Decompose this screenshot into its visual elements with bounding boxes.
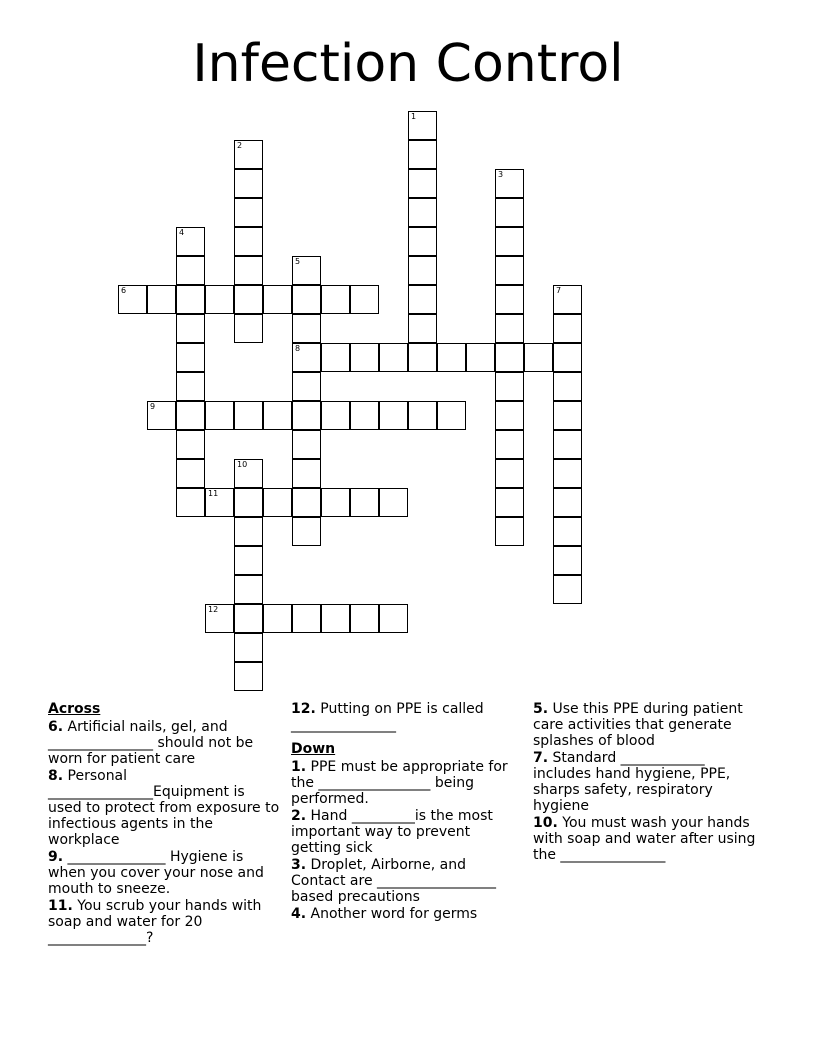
clue-down-4: 4. Another word for germs	[291, 906, 478, 922]
grid-cell[interactable]	[292, 488, 321, 517]
grid-cell[interactable]	[437, 343, 466, 372]
clue-number: 4	[179, 228, 185, 237]
grid-cell[interactable]	[234, 575, 263, 604]
grid-cell[interactable]	[379, 343, 408, 372]
grid-cell[interactable]	[408, 256, 437, 285]
grid-cell[interactable]	[350, 285, 379, 314]
grid-cell[interactable]	[292, 459, 321, 488]
grid-cell[interactable]	[234, 604, 263, 633]
grid-cell[interactable]	[234, 314, 263, 343]
grid-cell[interactable]	[292, 314, 321, 343]
grid-cell[interactable]	[495, 517, 524, 546]
grid-cell[interactable]	[321, 285, 350, 314]
grid-cell[interactable]	[205, 285, 234, 314]
grid-cell[interactable]	[495, 198, 524, 227]
grid-cell[interactable]	[292, 517, 321, 546]
grid-cell[interactable]	[379, 604, 408, 633]
grid-cell[interactable]	[553, 372, 582, 401]
clue-down-3: 3. Droplet, Airborne, and Contact are _________________ based precautions	[291, 857, 497, 905]
clue-across-9: 9. ______________ Hygiene is when you cover your nose and mouth to sneeze.	[48, 849, 264, 897]
grid-cell[interactable]	[553, 430, 582, 459]
grid-cell[interactable]	[321, 343, 350, 372]
clue-number: 3	[498, 170, 504, 179]
grid-cell[interactable]	[495, 343, 524, 372]
grid-cell[interactable]	[263, 604, 292, 633]
grid-cell[interactable]	[408, 111, 437, 140]
grid-cell[interactable]	[176, 488, 205, 517]
grid-cell[interactable]	[147, 401, 176, 430]
clues-column-1	[48, 701, 280, 947]
grid-cell[interactable]	[408, 140, 437, 169]
grid-cell[interactable]	[263, 401, 292, 430]
grid-cell[interactable]	[553, 488, 582, 517]
grid-cell[interactable]	[234, 401, 263, 430]
grid-cell[interactable]	[350, 401, 379, 430]
grid-cell[interactable]	[321, 604, 350, 633]
grid-cell[interactable]	[408, 198, 437, 227]
grid-cell[interactable]	[234, 517, 263, 546]
grid-cell[interactable]	[437, 401, 466, 430]
grid-cell[interactable]	[176, 343, 205, 372]
grid-cell[interactable]	[292, 343, 321, 372]
grid-cell[interactable]	[234, 285, 263, 314]
grid-cell[interactable]	[553, 314, 582, 343]
grid-cell[interactable]	[495, 256, 524, 285]
grid-cell[interactable]	[495, 430, 524, 459]
grid-cell[interactable]	[495, 401, 524, 430]
clue-number: 8	[295, 344, 301, 353]
clue-across-12: 12. Putting on PPE is called _______________	[291, 701, 484, 733]
grid-cell[interactable]	[176, 314, 205, 343]
grid-cell[interactable]	[118, 285, 147, 314]
grid-cell[interactable]	[176, 256, 205, 285]
grid-cell[interactable]	[466, 343, 495, 372]
clue-down-2: 2. Hand _________is the most important way to prevent getting sick	[291, 808, 493, 856]
grid-cell[interactable]	[553, 285, 582, 314]
grid-cell[interactable]	[553, 401, 582, 430]
grid-cell[interactable]	[553, 575, 582, 604]
grid-cell[interactable]	[408, 343, 437, 372]
grid-cell[interactable]	[234, 459, 263, 488]
grid-cell[interactable]	[234, 140, 263, 169]
grid-cell[interactable]	[292, 372, 321, 401]
grid-cell[interactable]	[234, 227, 263, 256]
grid-cell[interactable]	[321, 488, 350, 517]
clues-column-2	[291, 701, 523, 923]
grid-cell[interactable]	[350, 488, 379, 517]
grid-cell[interactable]	[408, 169, 437, 198]
grid-cell[interactable]	[379, 488, 408, 517]
clue-across-11: 11. You scrub your hands with soap and water for 20 ______________?	[48, 898, 262, 946]
grid-cell[interactable]	[524, 343, 553, 372]
grid-cell[interactable]	[292, 401, 321, 430]
grid-cell[interactable]	[350, 604, 379, 633]
grid-cell[interactable]	[408, 401, 437, 430]
grid-cell[interactable]	[292, 256, 321, 285]
grid-cell[interactable]	[234, 488, 263, 517]
clue-number: 12	[208, 605, 219, 614]
grid-cell[interactable]	[263, 488, 292, 517]
grid-cell[interactable]	[234, 169, 263, 198]
grid-cell[interactable]	[234, 256, 263, 285]
grid-cell[interactable]	[292, 430, 321, 459]
grid-cell[interactable]	[408, 285, 437, 314]
clue-number: 10	[237, 460, 248, 469]
grid-cell[interactable]	[495, 459, 524, 488]
grid-cell[interactable]	[176, 285, 205, 314]
grid-cell[interactable]	[176, 430, 205, 459]
clue-down-5: 5. Use this PPE during patient care activities that generate splashes of blood	[533, 701, 743, 749]
grid-cell[interactable]	[234, 546, 263, 575]
clue-number: 5	[295, 257, 301, 266]
grid-cell[interactable]	[495, 372, 524, 401]
down-heading: Down	[291, 741, 336, 757]
clues-column-3	[533, 701, 765, 864]
grid-cell[interactable]	[408, 314, 437, 343]
grid-cell[interactable]	[176, 372, 205, 401]
grid-cell[interactable]	[205, 604, 234, 633]
grid-cell[interactable]	[234, 662, 263, 691]
grid-cell[interactable]	[234, 198, 263, 227]
grid-cell[interactable]	[205, 488, 234, 517]
clue-across-6: 6. Artificial nails, gel, and _______________ should not be worn for patient care	[48, 719, 254, 767]
grid-cell[interactable]	[234, 633, 263, 662]
grid-cell[interactable]	[350, 343, 379, 372]
grid-cell[interactable]	[553, 517, 582, 546]
grid-cell[interactable]	[495, 488, 524, 517]
grid-cell[interactable]	[292, 285, 321, 314]
clue-down-7: 7. Standard ____________ includes hand hygiene, PPE, sharps safety, respiratory hygiene	[533, 750, 731, 814]
clue-down-1: 1. PPE must be appropriate for the ________________ being performed.	[291, 759, 508, 807]
grid-cell[interactable]	[495, 169, 524, 198]
clue-down-10: 10. You must wash your hands with soap and water after using the _______________	[533, 815, 756, 863]
clue-number: 9	[150, 402, 156, 411]
puzzle-title: Infection Control	[192, 34, 624, 94]
clue-number: 11	[208, 489, 219, 498]
grid-cell[interactable]	[495, 285, 524, 314]
grid-cell[interactable]	[321, 401, 350, 430]
grid-cell[interactable]	[205, 401, 234, 430]
clue-across-8: 8. Personal _______________Equipment is used to protect from exposure to infectious agents in the workplace	[48, 768, 280, 848]
grid-cell[interactable]	[379, 401, 408, 430]
grid-cell[interactable]	[553, 459, 582, 488]
grid-cell[interactable]	[553, 546, 582, 575]
grid-cell[interactable]	[495, 314, 524, 343]
grid-cell[interactable]	[147, 285, 176, 314]
grid-cell[interactable]	[176, 401, 205, 430]
grid-cell[interactable]	[495, 227, 524, 256]
grid-cell[interactable]	[176, 459, 205, 488]
grid-cell[interactable]	[408, 227, 437, 256]
grid-cell[interactable]	[292, 604, 321, 633]
clue-number: 2	[237, 141, 243, 150]
grid-cell[interactable]	[176, 227, 205, 256]
clue-number: 7	[556, 286, 562, 295]
clue-number: 6	[121, 286, 127, 295]
clue-number: 1	[411, 112, 417, 121]
grid-cell[interactable]	[553, 343, 582, 372]
grid-cell[interactable]	[263, 285, 292, 314]
across-heading: Across	[48, 701, 101, 717]
